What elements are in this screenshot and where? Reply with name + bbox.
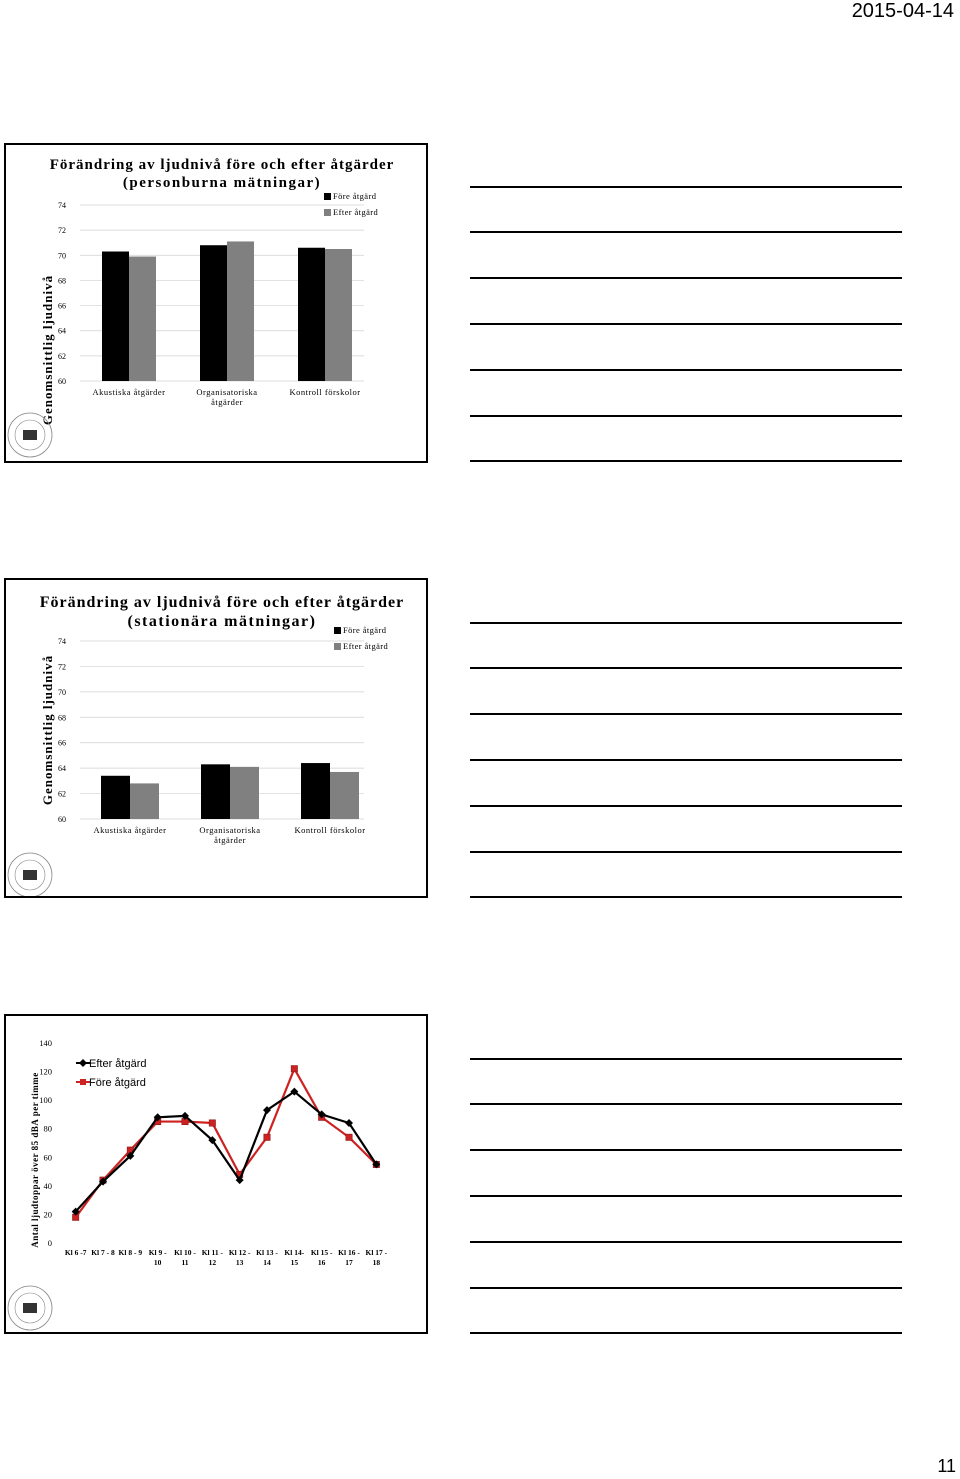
legend-swatch (334, 643, 341, 650)
date-header: 2015-04-14 (851, 0, 954, 22)
x-tick-label: Kl 6 -7 (64, 1248, 87, 1257)
x-tick-label: åtgärder (211, 397, 243, 407)
legend-label: Efter åtgärd (343, 641, 389, 651)
x-tick-label: Kl 8 - 9 (118, 1248, 143, 1257)
x-tick-label: 13 (235, 1258, 244, 1267)
bar-efter (330, 772, 359, 819)
y-tick-label: 60 (43, 1152, 52, 1163)
legend-label: Efter åtgärd (89, 1058, 147, 1070)
y-axis-label: Genomsnittlig ljudnivå (40, 274, 55, 426)
bar-chart-personburna (6, 145, 426, 461)
legend-marker (79, 1059, 87, 1067)
legend-swatch (324, 209, 331, 216)
x-tick-label: Organisatoriska (196, 387, 258, 397)
y-tick-label: 62 (58, 789, 66, 799)
x-tick-label: Akustiska åtgärder (93, 825, 167, 835)
x-tick-label: 16 (317, 1258, 326, 1267)
bar-efter (325, 249, 352, 381)
y-tick-label: 20 (43, 1209, 52, 1220)
y-tick-label: 0 (47, 1238, 52, 1248)
y-axis-label: Antal ljudtoppar över 85 dBA per timme (30, 1072, 40, 1248)
x-tick-label: 11 (181, 1258, 189, 1267)
data-point-fore (264, 1134, 270, 1140)
umea-logo (8, 853, 52, 896)
chart-subtitle: (stationära mätningar) (127, 613, 317, 630)
x-tick-label: Kl 9 - (148, 1248, 167, 1257)
data-point-fore (346, 1134, 352, 1140)
x-tick-label: Kl 7 - 8 (91, 1248, 115, 1257)
y-tick-label: 70 (58, 687, 66, 697)
y-tick-label: 40 (43, 1180, 52, 1191)
slide-personburna (4, 143, 428, 463)
y-tick-label: 120 (39, 1066, 52, 1077)
chart-title: Förändring av ljudnivå före och efter åtgärder (39, 594, 405, 611)
y-tick-label: 66 (58, 738, 66, 748)
x-tick-label: Kl 17 - (365, 1248, 388, 1257)
x-tick-label: Kl 14- (284, 1248, 305, 1257)
bar-fore (101, 776, 130, 819)
y-tick-label: 60 (58, 377, 66, 386)
y-tick-label: 74 (58, 201, 66, 210)
plot-area (39, 1038, 387, 1267)
y-tick-label: 100 (39, 1095, 52, 1106)
bar-efter (130, 783, 159, 819)
chart-subtitle: (personburna mätningar) (122, 175, 322, 191)
bar-fore (102, 252, 129, 381)
bar-fore (298, 248, 325, 381)
legend-label: Före åtgärd (343, 625, 387, 635)
x-tick-label: Kl 10 - (174, 1248, 196, 1257)
series-line-efter (76, 1092, 377, 1212)
slide-ljudtoppar (4, 1014, 428, 1334)
x-tick-label: 15 (290, 1258, 299, 1267)
umea-logo (8, 413, 52, 457)
x-tick-label: 12 (208, 1258, 217, 1267)
y-tick-label: 72 (58, 226, 66, 236)
bar-fore (201, 764, 230, 819)
data-point-fore (209, 1120, 215, 1126)
bar-efter (227, 241, 254, 381)
x-tick-label: Kl 12 - (228, 1248, 251, 1257)
x-tick-label: 18 (372, 1258, 381, 1267)
y-tick-label: 72 (58, 662, 66, 672)
legend-label: Före åtgärd (333, 191, 377, 201)
x-tick-label: Akustiska åtgärder (92, 387, 166, 397)
series-line-fore (76, 1069, 377, 1218)
legend-label: Efter åtgärd (333, 207, 379, 217)
x-tick-label: 10 (153, 1258, 162, 1267)
x-tick-label: Kontroll förskolor (289, 387, 361, 397)
x-tick-label: Kl 11 - (201, 1248, 223, 1257)
bar-efter (230, 767, 259, 819)
data-point-fore (291, 1066, 297, 1072)
legend-swatch (324, 193, 331, 200)
legend-swatch (334, 627, 341, 634)
y-tick-label: 74 (58, 637, 66, 646)
bar-chart-stationara (6, 580, 426, 896)
y-tick-label: 66 (58, 301, 66, 311)
chart-title: Förändring av ljudnivå före och efter åtgärder (49, 157, 395, 173)
x-tick-label: Kl 16 - (338, 1248, 360, 1257)
y-tick-label: 70 (58, 251, 66, 261)
x-tick-label: Kl 15 - (310, 1248, 333, 1257)
x-tick-label: Organisatoriska (199, 825, 261, 835)
legend-marker (80, 1079, 86, 1085)
umea-logo (8, 1286, 52, 1330)
bar-fore (200, 245, 227, 381)
x-tick-label: Kontroll förskolor (294, 825, 366, 835)
y-tick-label: 68 (58, 713, 66, 723)
plot-area (58, 191, 379, 407)
legend-label: Före åtgärd (89, 1077, 146, 1089)
x-tick-label: 17 (345, 1258, 353, 1267)
x-tick-label: åtgärder (214, 835, 246, 845)
y-tick-label: 62 (58, 351, 66, 361)
slide-stationara (4, 578, 428, 898)
x-tick-label: 14 (263, 1258, 271, 1267)
plot-area (58, 625, 389, 845)
y-tick-label: 60 (58, 815, 66, 824)
y-tick-label: 140 (39, 1038, 52, 1048)
y-tick-label: 68 (58, 276, 66, 286)
line-chart-ljudtoppar (6, 1016, 426, 1332)
x-tick-label: Kl 13 - (256, 1248, 278, 1257)
y-tick-label: 80 (43, 1123, 52, 1134)
bar-efter (129, 257, 156, 381)
bar-fore (301, 763, 330, 819)
page-number: 11 (937, 1456, 956, 1476)
y-tick-label: 64 (58, 326, 66, 336)
y-tick-label: 64 (58, 764, 66, 774)
y-axis-label: Genomsnittlig ljudnivå (40, 654, 55, 806)
